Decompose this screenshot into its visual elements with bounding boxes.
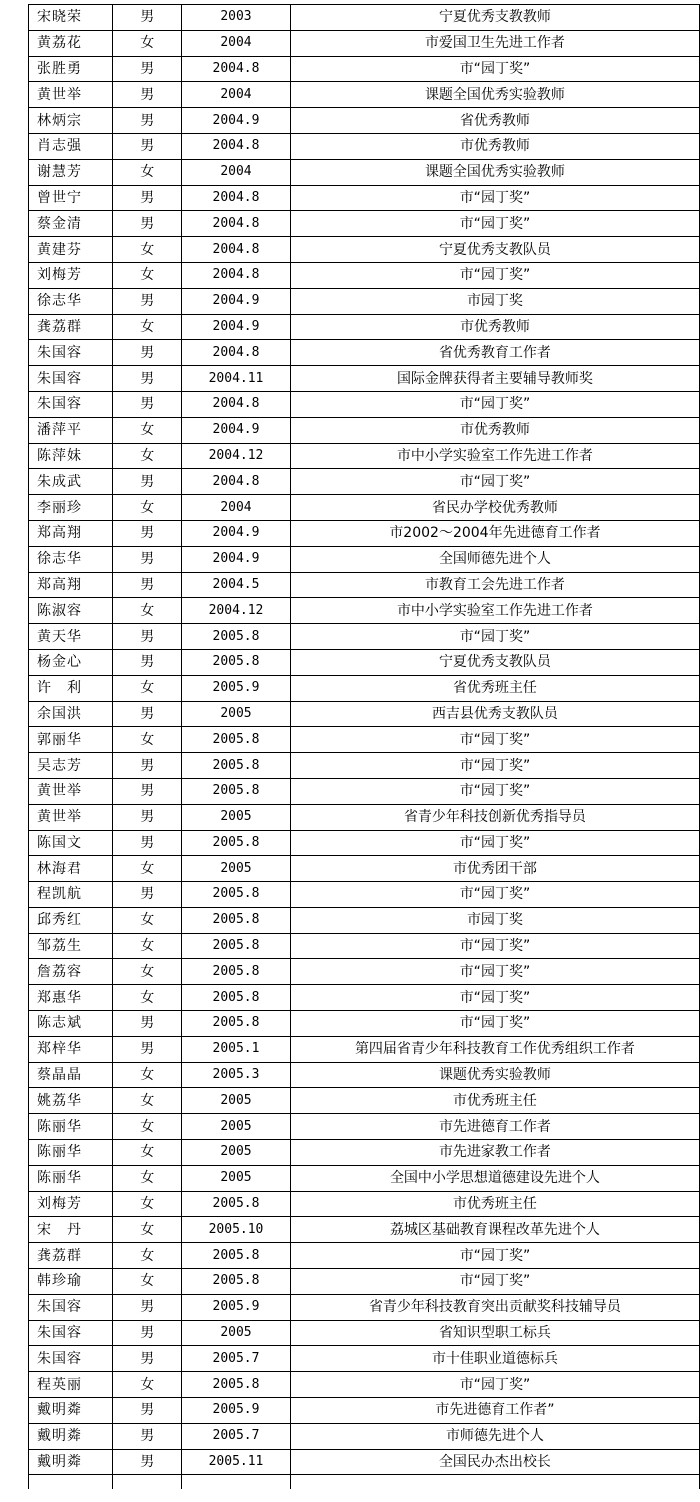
award-cell: 市“园丁奖”	[290, 391, 699, 417]
date-cell: 2004.8	[182, 469, 291, 495]
teacher-name-cell: 蔡金清	[29, 211, 113, 237]
date-cell: 2005.8	[182, 959, 291, 985]
table-row	[29, 185, 700, 211]
teacher-name-cell: 戴明粦	[29, 1398, 113, 1424]
award-cell: 第四届省青少年科技教育工作优秀组织工作者	[290, 1036, 699, 1062]
award-cell: 市“园丁奖”	[290, 1372, 699, 1398]
award-cell: 市“园丁奖”	[290, 211, 699, 237]
teacher-name-cell: 黄世举	[29, 804, 113, 830]
award-cell: 宁夏优秀支教队员	[290, 649, 699, 675]
gender-cell: 女	[113, 1191, 182, 1217]
gender-cell: 男	[113, 108, 182, 134]
gender-cell: 男	[113, 340, 182, 366]
table-row	[29, 520, 700, 546]
gender-cell: 男	[113, 211, 182, 237]
gender-cell: 男	[113, 133, 182, 159]
table-row	[29, 82, 700, 108]
gender-cell: 女	[113, 1217, 182, 1243]
teacher-name-cell: 潘萍平	[29, 417, 113, 443]
teacher-name-cell: 戴明粦	[29, 1449, 113, 1475]
award-cell: 市“园丁奖”	[290, 56, 699, 82]
gender-cell: 男	[113, 185, 182, 211]
table-row	[29, 1036, 700, 1062]
date-cell: 2004.9	[182, 108, 291, 134]
table-row	[29, 830, 700, 856]
teacher-name-cell: 郑高翔	[29, 520, 113, 546]
teacher-name-cell: 郭丽华	[29, 727, 113, 753]
table-row	[29, 30, 700, 56]
date-cell: 2004.8	[182, 56, 291, 82]
date-cell: 2004.9	[182, 546, 291, 572]
date-cell: 2005.8	[182, 1372, 291, 1398]
gender-cell: 女	[113, 727, 182, 753]
gender-cell: 男	[113, 469, 182, 495]
table-row	[29, 882, 700, 908]
award-cell: 市先进家教工作者	[290, 1140, 699, 1166]
empty-cell	[290, 1475, 699, 1490]
gender-cell: 女	[113, 443, 182, 469]
award-cell: 市“园丁奖”	[290, 778, 699, 804]
table-row	[29, 907, 700, 933]
gender-cell: 女	[113, 856, 182, 882]
award-cell: 市中小学实验室工作先进工作者	[290, 598, 699, 624]
award-cell: 市“园丁奖”	[290, 1269, 699, 1295]
teacher-name-cell: 李丽珍	[29, 495, 113, 521]
date-cell: 2005.8	[182, 1191, 291, 1217]
date-cell: 2004.8	[182, 185, 291, 211]
gender-cell: 男	[113, 804, 182, 830]
gender-cell: 男	[113, 56, 182, 82]
table-row	[29, 469, 700, 495]
award-cell: 市师德先进个人	[290, 1423, 699, 1449]
teacher-name-cell: 蔡晶晶	[29, 1062, 113, 1088]
table-row	[29, 1346, 700, 1372]
award-cell: 市2002～2004年先进德育工作者	[290, 520, 699, 546]
table-row	[29, 1372, 700, 1398]
gender-cell: 男	[113, 1294, 182, 1320]
teacher-name-cell: 肖志强	[29, 133, 113, 159]
table-row-empty	[29, 1475, 700, 1490]
teacher-name-cell: 曾世宁	[29, 185, 113, 211]
table-row	[29, 1165, 700, 1191]
teacher-name-cell: 刘梅芳	[29, 1191, 113, 1217]
teacher-name-cell: 朱国容	[29, 366, 113, 392]
gender-cell: 男	[113, 288, 182, 314]
date-cell: 2005.8	[182, 624, 291, 650]
table-row	[29, 598, 700, 624]
gender-cell: 男	[113, 649, 182, 675]
award-cell: 市园丁奖	[290, 907, 699, 933]
award-cell: 市“园丁奖”	[290, 262, 699, 288]
award-table	[28, 4, 700, 1489]
teacher-name-cell: 吴志芳	[29, 753, 113, 779]
award-cell: 市优秀教师	[290, 417, 699, 443]
date-cell: 2005.8	[182, 985, 291, 1011]
gender-cell: 男	[113, 1036, 182, 1062]
gender-cell: 女	[113, 1165, 182, 1191]
award-cell: 省优秀班主任	[290, 675, 699, 701]
teacher-name-cell: 邱秀红	[29, 907, 113, 933]
teacher-name-cell: 黄荔花	[29, 30, 113, 56]
gender-cell: 女	[113, 159, 182, 185]
table-row	[29, 288, 700, 314]
award-cell: 市先进德育工作者	[290, 1114, 699, 1140]
award-cell: 省青少年科技创新优秀指导员	[290, 804, 699, 830]
award-cell: 市“园丁奖”	[290, 933, 699, 959]
table-row	[29, 1140, 700, 1166]
award-cell: 市“园丁奖”	[290, 882, 699, 908]
award-cell: 市“园丁奖”	[290, 959, 699, 985]
award-cell: 市园丁奖	[290, 288, 699, 314]
teacher-name-cell: 刘梅芳	[29, 262, 113, 288]
date-cell: 2004	[182, 30, 291, 56]
table-row	[29, 1423, 700, 1449]
award-cell: 市“园丁奖”	[290, 624, 699, 650]
date-cell: 2005.8	[182, 830, 291, 856]
date-cell: 2004.8	[182, 262, 291, 288]
date-cell: 2005.11	[182, 1449, 291, 1475]
date-cell: 2005.8	[182, 778, 291, 804]
teacher-name-cell: 朱国容	[29, 1320, 113, 1346]
gender-cell: 男	[113, 546, 182, 572]
table-row	[29, 933, 700, 959]
award-cell: 全国中小学思想道德建设先进个人	[290, 1165, 699, 1191]
gender-cell: 女	[113, 1269, 182, 1295]
gender-cell: 男	[113, 572, 182, 598]
award-cell: 宁夏优秀支教队员	[290, 237, 699, 263]
table-row	[29, 572, 700, 598]
table-row	[29, 340, 700, 366]
table-row	[29, 108, 700, 134]
teacher-name-cell: 黄世举	[29, 82, 113, 108]
gender-cell: 男	[113, 1011, 182, 1037]
table-row	[29, 314, 700, 340]
award-cell: 省优秀教育工作者	[290, 340, 699, 366]
award-cell: 省优秀教师	[290, 108, 699, 134]
teacher-name-cell: 谢慧芳	[29, 159, 113, 185]
award-cell: 省知识型职工标兵	[290, 1320, 699, 1346]
teacher-name-cell: 龚荔群	[29, 1243, 113, 1269]
date-cell: 2005	[182, 1114, 291, 1140]
award-cell: 市“园丁奖”	[290, 469, 699, 495]
gender-cell: 男	[113, 778, 182, 804]
award-cell: 省青少年科技教育突出贡献奖科技辅导员	[290, 1294, 699, 1320]
date-cell: 2005	[182, 1320, 291, 1346]
gender-cell: 女	[113, 237, 182, 263]
award-cell: 市优秀教师	[290, 314, 699, 340]
table-row	[29, 985, 700, 1011]
table-row	[29, 546, 700, 572]
teacher-name-cell: 程凯航	[29, 882, 113, 908]
gender-cell: 男	[113, 82, 182, 108]
date-cell: 2005.8	[182, 1011, 291, 1037]
table-row	[29, 1011, 700, 1037]
teacher-name-cell: 许 利	[29, 675, 113, 701]
gender-cell: 女	[113, 417, 182, 443]
date-cell: 2004.5	[182, 572, 291, 598]
date-cell: 2004.8	[182, 391, 291, 417]
award-cell: 荔城区基础教育课程改革先进个人	[290, 1217, 699, 1243]
date-cell: 2005.8	[182, 649, 291, 675]
gender-cell: 男	[113, 624, 182, 650]
award-cell: 市“园丁奖”	[290, 1243, 699, 1269]
table-row	[29, 5, 700, 31]
date-cell: 2004	[182, 82, 291, 108]
teacher-name-cell: 郑惠华	[29, 985, 113, 1011]
teacher-name-cell: 杨金心	[29, 649, 113, 675]
empty-cell	[182, 1475, 291, 1490]
table-row	[29, 133, 700, 159]
table-row	[29, 1398, 700, 1424]
table-row	[29, 649, 700, 675]
table-row	[29, 753, 700, 779]
teacher-name-cell: 徐志华	[29, 546, 113, 572]
award-cell: 课题全国优秀实验教师	[290, 82, 699, 108]
date-cell: 2005.8	[182, 933, 291, 959]
table-row	[29, 856, 700, 882]
date-cell: 2005	[182, 1088, 291, 1114]
gender-cell: 男	[113, 391, 182, 417]
table-row	[29, 959, 700, 985]
gender-cell: 女	[113, 985, 182, 1011]
award-cell: 西吉县优秀支教队员	[290, 701, 699, 727]
award-cell: 宁夏优秀支教教师	[290, 5, 699, 31]
teacher-name-cell: 黄天华	[29, 624, 113, 650]
award-cell: 市十佳职业道德标兵	[290, 1346, 699, 1372]
gender-cell: 女	[113, 1140, 182, 1166]
date-cell: 2004.9	[182, 520, 291, 546]
gender-cell: 女	[113, 675, 182, 701]
teacher-name-cell: 张胜勇	[29, 56, 113, 82]
award-cell: 国际金牌获得者主要辅导教师奖	[290, 366, 699, 392]
award-cell: 课题优秀实验教师	[290, 1062, 699, 1088]
teacher-name-cell: 邹荔生	[29, 933, 113, 959]
date-cell: 2004.8	[182, 133, 291, 159]
date-cell: 2005.8	[182, 1243, 291, 1269]
gender-cell: 男	[113, 830, 182, 856]
award-cell: 市中小学实验室工作先进工作者	[290, 443, 699, 469]
award-cell: 市优秀教师	[290, 133, 699, 159]
gender-cell: 男	[113, 1346, 182, 1372]
table-row	[29, 366, 700, 392]
date-cell: 2004.12	[182, 598, 291, 624]
award-cell: 市优秀班主任	[290, 1191, 699, 1217]
teacher-name-cell: 朱国容	[29, 1294, 113, 1320]
date-cell: 2005	[182, 1165, 291, 1191]
teacher-name-cell: 黄世举	[29, 778, 113, 804]
gender-cell: 女	[113, 959, 182, 985]
award-cell: 市教育工会先进工作者	[290, 572, 699, 598]
teacher-name-cell: 宋晓荣	[29, 5, 113, 31]
date-cell: 2005	[182, 1140, 291, 1166]
table-row	[29, 495, 700, 521]
date-cell: 2003	[182, 5, 291, 31]
teacher-name-cell: 陈志斌	[29, 1011, 113, 1037]
date-cell: 2004.8	[182, 237, 291, 263]
table-row	[29, 237, 700, 263]
gender-cell: 女	[113, 1372, 182, 1398]
table-row	[29, 778, 700, 804]
table-row	[29, 675, 700, 701]
gender-cell: 女	[113, 907, 182, 933]
teacher-name-cell: 陈国文	[29, 830, 113, 856]
table-row	[29, 159, 700, 185]
gender-cell: 男	[113, 753, 182, 779]
date-cell: 2005.9	[182, 675, 291, 701]
empty-cell	[113, 1475, 182, 1490]
award-cell: 市优秀班主任	[290, 1088, 699, 1114]
gender-cell: 男	[113, 1423, 182, 1449]
gender-cell: 女	[113, 495, 182, 521]
date-cell: 2005.8	[182, 907, 291, 933]
date-cell: 2004.8	[182, 211, 291, 237]
teacher-name-cell: 朱成武	[29, 469, 113, 495]
date-cell: 2004.9	[182, 417, 291, 443]
date-cell: 2004	[182, 495, 291, 521]
teacher-name-cell: 余国洪	[29, 701, 113, 727]
teacher-name-cell: 郑高翔	[29, 572, 113, 598]
date-cell: 2005	[182, 856, 291, 882]
teacher-name-cell: 陈淑容	[29, 598, 113, 624]
teacher-name-cell: 韩珍瑜	[29, 1269, 113, 1295]
date-cell: 2005.3	[182, 1062, 291, 1088]
award-cell: 省民办学校优秀教师	[290, 495, 699, 521]
gender-cell: 男	[113, 701, 182, 727]
teacher-name-cell: 龚荔群	[29, 314, 113, 340]
teacher-name-cell: 陈萍妹	[29, 443, 113, 469]
gender-cell: 女	[113, 314, 182, 340]
gender-cell: 女	[113, 1088, 182, 1114]
teacher-name-cell: 朱国容	[29, 1346, 113, 1372]
table-row	[29, 391, 700, 417]
gender-cell: 男	[113, 882, 182, 908]
table-row	[29, 1062, 700, 1088]
teacher-name-cell: 郑梓华	[29, 1036, 113, 1062]
table-row	[29, 1217, 700, 1243]
award-cell: 市爱国卫生先进工作者	[290, 30, 699, 56]
date-cell: 2004.9	[182, 288, 291, 314]
table-row	[29, 56, 700, 82]
table-row	[29, 443, 700, 469]
gender-cell: 女	[113, 933, 182, 959]
teacher-name-cell: 宋 丹	[29, 1217, 113, 1243]
gender-cell: 男	[113, 520, 182, 546]
gender-cell: 女	[113, 1062, 182, 1088]
date-cell: 2005.8	[182, 727, 291, 753]
teacher-name-cell: 黄建芬	[29, 237, 113, 263]
date-cell: 2005.9	[182, 1294, 291, 1320]
teacher-name-cell: 林炳宗	[29, 108, 113, 134]
award-cell: 市“园丁奖”	[290, 830, 699, 856]
date-cell: 2004.8	[182, 340, 291, 366]
table-row	[29, 1088, 700, 1114]
award-cell: 市“园丁奖”	[290, 753, 699, 779]
table-row	[29, 1114, 700, 1140]
date-cell: 2005.8	[182, 753, 291, 779]
award-cell: 全国民办杰出校长	[290, 1449, 699, 1475]
date-cell: 2005.9	[182, 1398, 291, 1424]
teacher-name-cell: 戴明粦	[29, 1423, 113, 1449]
table-row	[29, 211, 700, 237]
date-cell: 2004	[182, 159, 291, 185]
date-cell: 2004.12	[182, 443, 291, 469]
table-row	[29, 1320, 700, 1346]
gender-cell: 女	[113, 1243, 182, 1269]
date-cell: 2005.7	[182, 1423, 291, 1449]
date-cell: 2005	[182, 804, 291, 830]
teacher-name-cell: 姚荔华	[29, 1088, 113, 1114]
award-cell: 市“园丁奖”	[290, 985, 699, 1011]
gender-cell: 女	[113, 30, 182, 56]
teacher-name-cell: 朱国容	[29, 340, 113, 366]
date-cell: 2004.11	[182, 366, 291, 392]
gender-cell: 女	[113, 262, 182, 288]
date-cell: 2005.7	[182, 1346, 291, 1372]
table-row	[29, 1449, 700, 1475]
award-cell: 市“园丁奖”	[290, 727, 699, 753]
award-cell: 课题全国优秀实验教师	[290, 159, 699, 185]
table-row	[29, 262, 700, 288]
award-cell: 市“园丁奖”	[290, 185, 699, 211]
date-cell: 2004.9	[182, 314, 291, 340]
teacher-name-cell: 詹荔容	[29, 959, 113, 985]
teacher-name-cell: 陈丽华	[29, 1114, 113, 1140]
teacher-name-cell: 陈丽华	[29, 1165, 113, 1191]
gender-cell: 男	[113, 366, 182, 392]
empty-cell	[29, 1475, 113, 1490]
gender-cell: 男	[113, 5, 182, 31]
award-cell: 市优秀团干部	[290, 856, 699, 882]
teacher-name-cell: 徐志华	[29, 288, 113, 314]
gender-cell: 女	[113, 1114, 182, 1140]
date-cell: 2005.10	[182, 1217, 291, 1243]
gender-cell: 男	[113, 1398, 182, 1424]
gender-cell: 男	[113, 1320, 182, 1346]
table-row	[29, 1191, 700, 1217]
table-row	[29, 1243, 700, 1269]
table-row	[29, 1294, 700, 1320]
teacher-name-cell: 陈丽华	[29, 1140, 113, 1166]
award-cell: 市“园丁奖”	[290, 1011, 699, 1037]
date-cell: 2005	[182, 701, 291, 727]
award-table-body	[29, 5, 700, 1490]
gender-cell: 男	[113, 1449, 182, 1475]
table-row	[29, 624, 700, 650]
date-cell: 2005.8	[182, 882, 291, 908]
teacher-name-cell: 程英丽	[29, 1372, 113, 1398]
teacher-name-cell: 林海君	[29, 856, 113, 882]
table-row	[29, 804, 700, 830]
teacher-name-cell: 朱国容	[29, 391, 113, 417]
table-row	[29, 1269, 700, 1295]
date-cell: 2005.1	[182, 1036, 291, 1062]
award-cell: 全国师德先进个人	[290, 546, 699, 572]
award-cell: 市先进德育工作者”	[290, 1398, 699, 1424]
table-row	[29, 727, 700, 753]
gender-cell: 女	[113, 598, 182, 624]
date-cell: 2005.8	[182, 1269, 291, 1295]
table-row	[29, 417, 700, 443]
table-row	[29, 701, 700, 727]
